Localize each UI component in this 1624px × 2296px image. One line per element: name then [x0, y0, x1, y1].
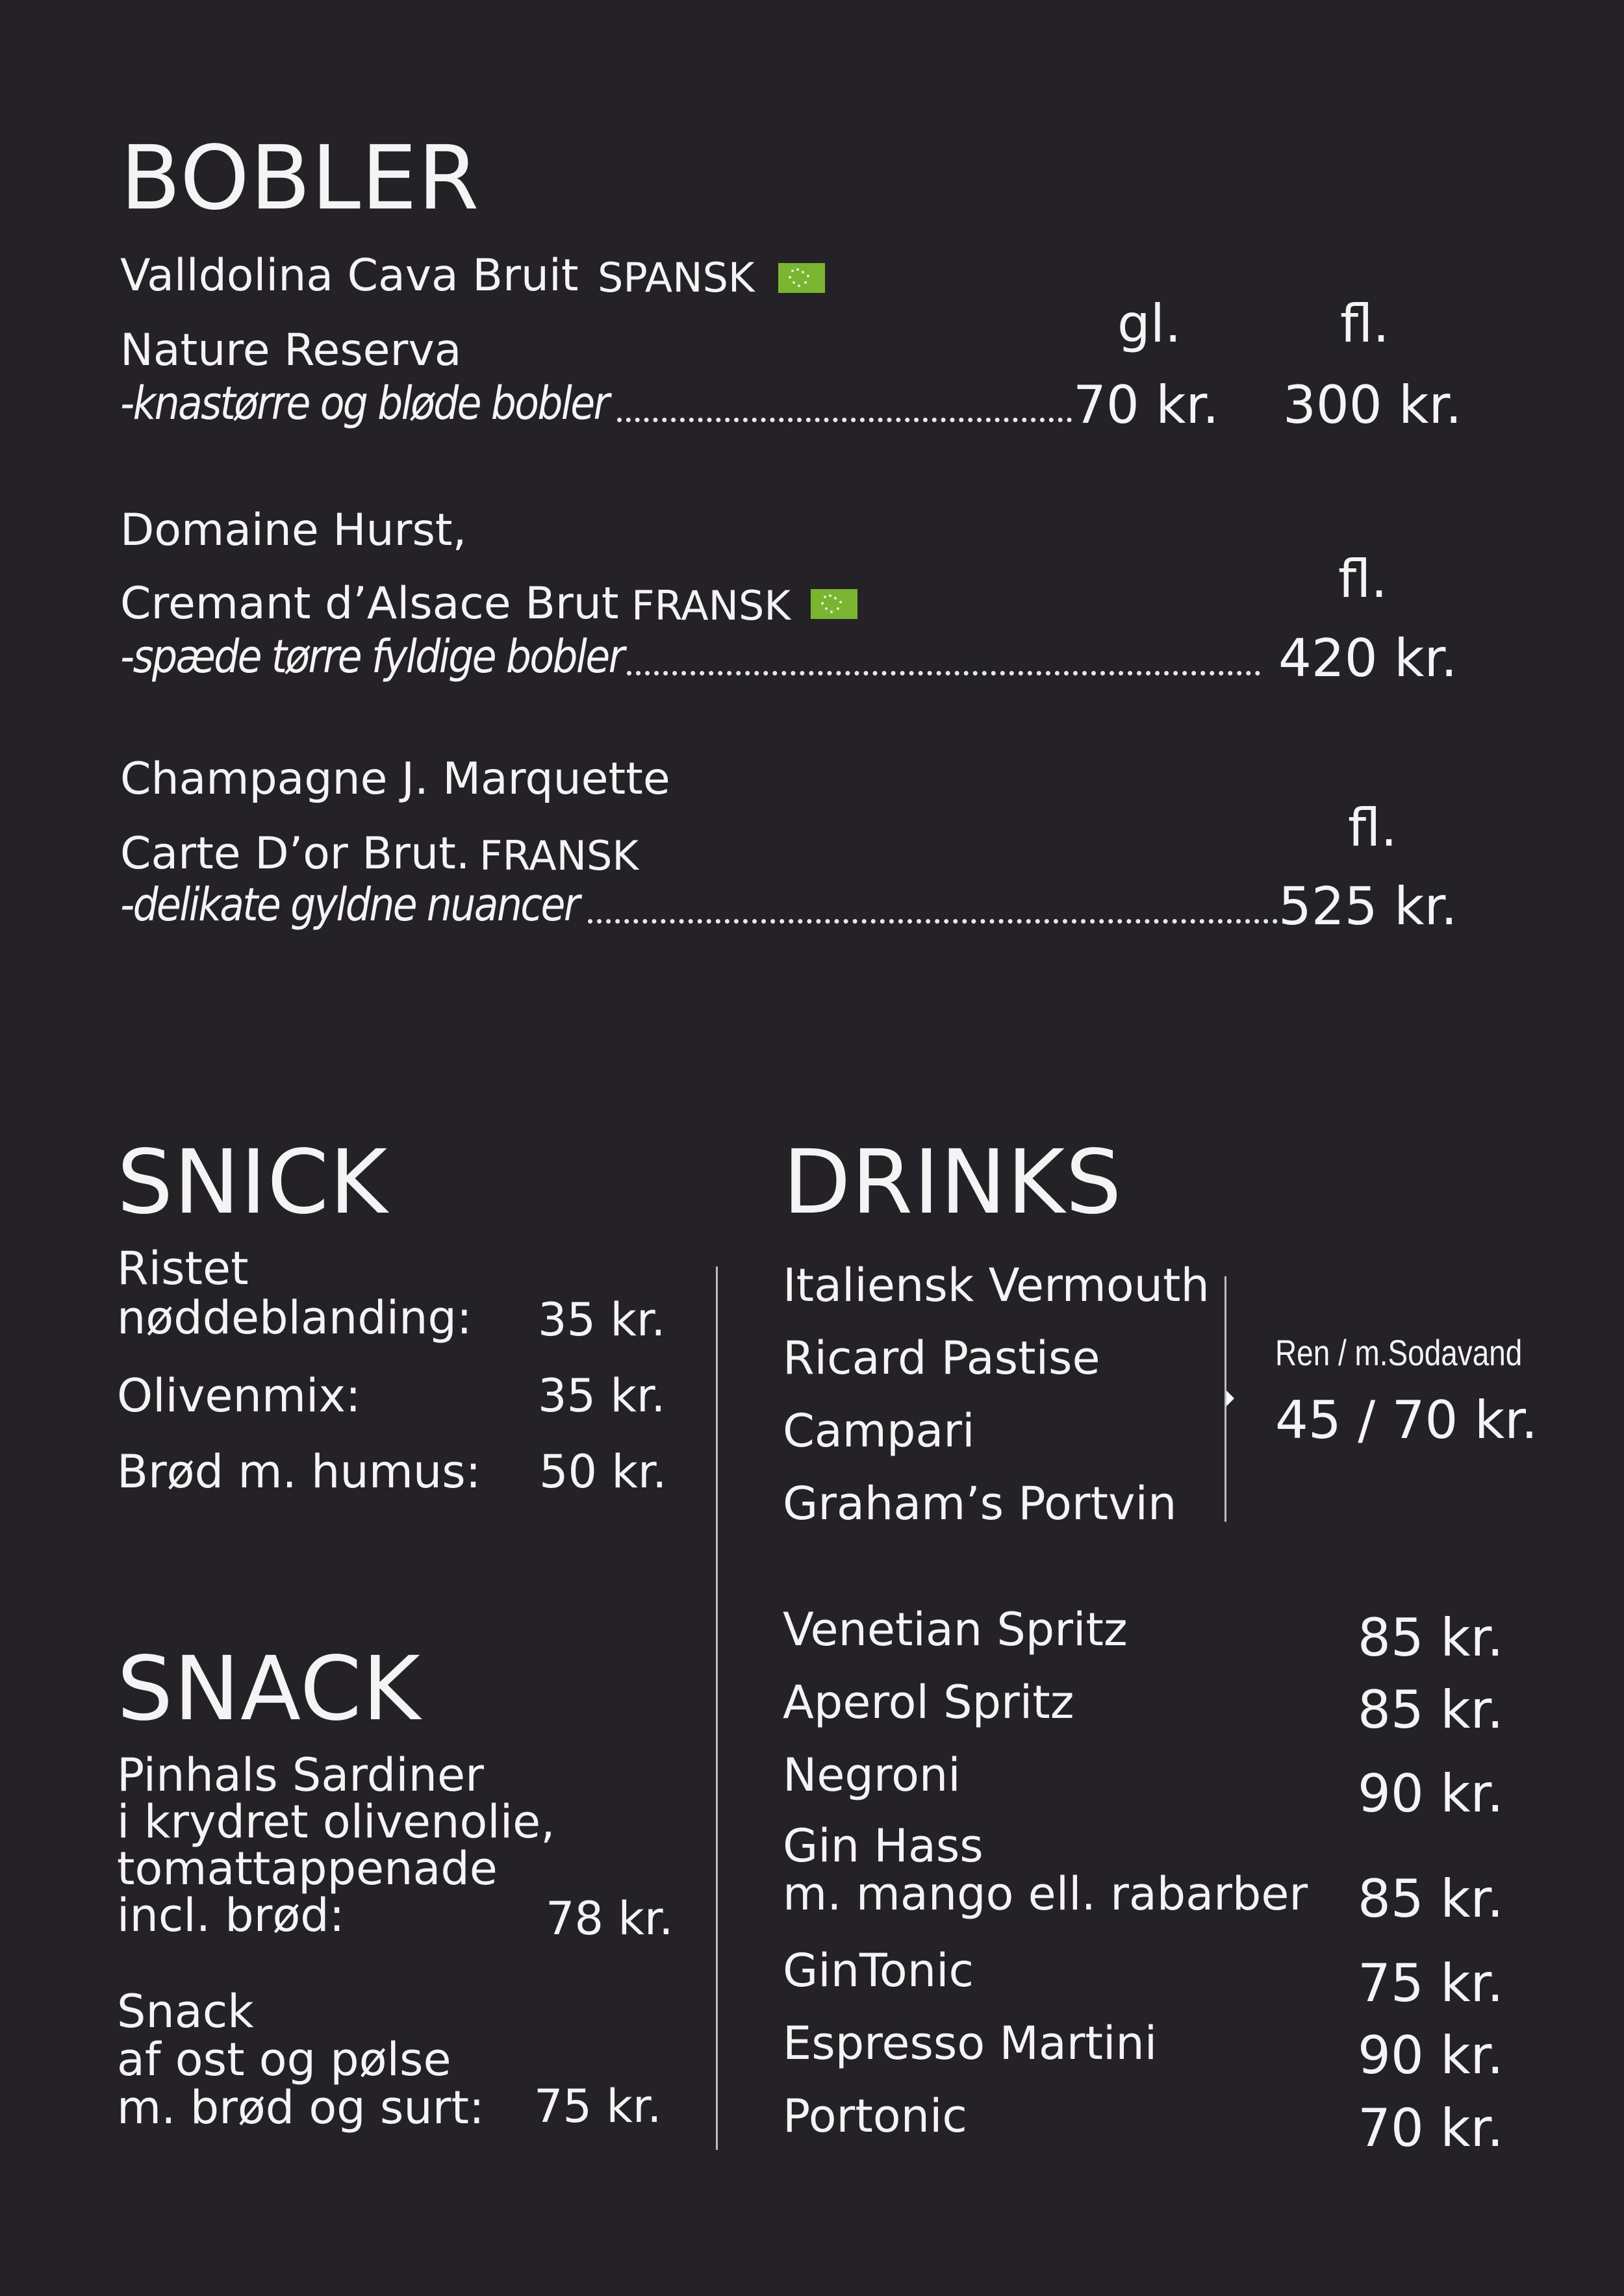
snack-item-2-line2: af ost og pølse: [117, 2033, 451, 2086]
snack-item-2-name: [117, 1987, 485, 2132]
snack-item-2-price: 75 kr.: [534, 2080, 662, 2133]
wine-2-description: -spæde tørre fyldige bobler: [120, 630, 624, 683]
dotted-leader: [617, 418, 1072, 422]
aperitif-price: 45 / 70 kr.: [1275, 1390, 1538, 1450]
cocktail-6-name: Espresso Martini: [783, 2017, 1158, 2070]
wine-2-name-line2: Cremant d’Alsace Brut: [120, 578, 619, 629]
wine-2-bottle-price: 420 kr.: [1278, 628, 1458, 688]
bobler-title: BOBLER: [120, 127, 480, 230]
cocktail-2-price: 85 kr.: [1358, 1680, 1504, 1740]
aperitif-2: Ricard Pastise: [783, 1331, 1100, 1385]
snick-item-1-price: 35 kr.: [538, 1293, 666, 1346]
cocktail-4-line1: Gin Hass: [783, 1819, 983, 1873]
aperitif-1: Italiensk Vermouth: [783, 1259, 1210, 1312]
snack-item-1-name: [117, 1748, 555, 1942]
wine-1-name-line1: Valldolina Cava Bruit: [120, 250, 579, 301]
cocktail-7-price: 70 kr.: [1358, 2098, 1504, 2158]
aperitif-4: Graham’s Portvin: [783, 1477, 1177, 1530]
wine-1-bottle-price: 300 kr.: [1283, 375, 1462, 435]
wine-2-name-line1: Domaine Hurst,: [120, 505, 467, 556]
wine-1-description: -knastørre og bløde bobler: [120, 377, 609, 430]
wine-1-name-line2: Nature Reserva: [120, 325, 462, 376]
wine-3-origin: FRANSK: [479, 832, 639, 879]
cocktail-4-price: 85 kr.: [1358, 1869, 1504, 1929]
cocktail-2-name: Aperol Spritz: [783, 1676, 1074, 1729]
eu-organic-leaf-icon: [811, 589, 857, 619]
wine-1-origin: SPANSK: [598, 254, 755, 301]
cocktail-4-line2: m. mango ell. rabarber: [783, 1867, 1308, 1921]
cocktail-1-price: 85 kr.: [1358, 1608, 1504, 1668]
cocktail-1-name: Venetian Spritz: [783, 1603, 1128, 1656]
glass-label: gl.: [1117, 294, 1182, 354]
cocktail-4-name: [783, 1819, 1308, 1921]
bracket-arrow-icon: [1226, 1391, 1234, 1406]
dotted-leader: [588, 919, 1278, 924]
bottle-label: fl.: [1340, 294, 1389, 354]
snack-item-1-price: 78 kr.: [546, 1892, 674, 1945]
cocktail-7-name: Portonic: [783, 2089, 967, 2143]
wine-3-name-line1: Champagne J. Marquette: [120, 753, 670, 805]
snick-item-3-name: Brød m. humus:: [117, 1445, 481, 1498]
wine-3-bottle-price: 525 kr.: [1278, 876, 1458, 937]
snick-item-1-line2: nøddeblanding:: [117, 1291, 472, 1344]
eu-organic-leaf-icon: [778, 263, 825, 293]
snack-item-2-line3: m. brød og surt:: [117, 2081, 485, 2134]
cocktail-5-name: GinTonic: [783, 1944, 974, 1997]
snick-item-1-name: [117, 1244, 472, 1343]
cocktail-6-price: 90 kr.: [1358, 2025, 1504, 2086]
snack-item-1-line3: tomattappenade: [117, 1842, 498, 1895]
wine-3-description: -delikate gyldne nuancer: [120, 878, 579, 931]
snack-item-2-line1: Snack: [117, 1985, 254, 2038]
wine-2-origin: FRANSK: [631, 582, 791, 629]
snack-item-1-line4: incl. brød:: [117, 1889, 345, 1942]
snick-item-2-name: Olivenmix:: [117, 1369, 361, 1422]
snack-item-1-line1: Pinhals Sardiner: [117, 1748, 484, 1802]
bottle-label: fl.: [1348, 798, 1397, 858]
cocktail-5-price: 75 kr.: [1358, 1953, 1504, 2013]
snick-item-2-price: 35 kr.: [538, 1369, 666, 1422]
bottle-label: fl.: [1338, 549, 1388, 609]
drinks-title: DRINKS: [783, 1131, 1123, 1234]
wine-1-glass-price: 70 kr.: [1073, 375, 1219, 435]
snack-title: SNACK: [117, 1638, 421, 1741]
snack-item-1-line2: i krydret olivenolie,: [117, 1795, 555, 1848]
column-divider: [716, 1267, 718, 2150]
aperitif-note: Ren / m.Sodavand: [1275, 1332, 1523, 1373]
cocktail-3-name: Negroni: [783, 1748, 961, 1802]
snick-item-1-line1: Ristet: [117, 1242, 249, 1295]
snick-title: SNICK: [117, 1131, 388, 1234]
snick-item-3-price: 50 kr.: [539, 1445, 667, 1498]
cocktail-3-price: 90 kr.: [1358, 1763, 1504, 1824]
aperitif-3: Campari: [783, 1404, 975, 1457]
wine-3-name-line2: Carte D’or Brut.: [120, 828, 470, 879]
dotted-leader: [627, 671, 1260, 675]
